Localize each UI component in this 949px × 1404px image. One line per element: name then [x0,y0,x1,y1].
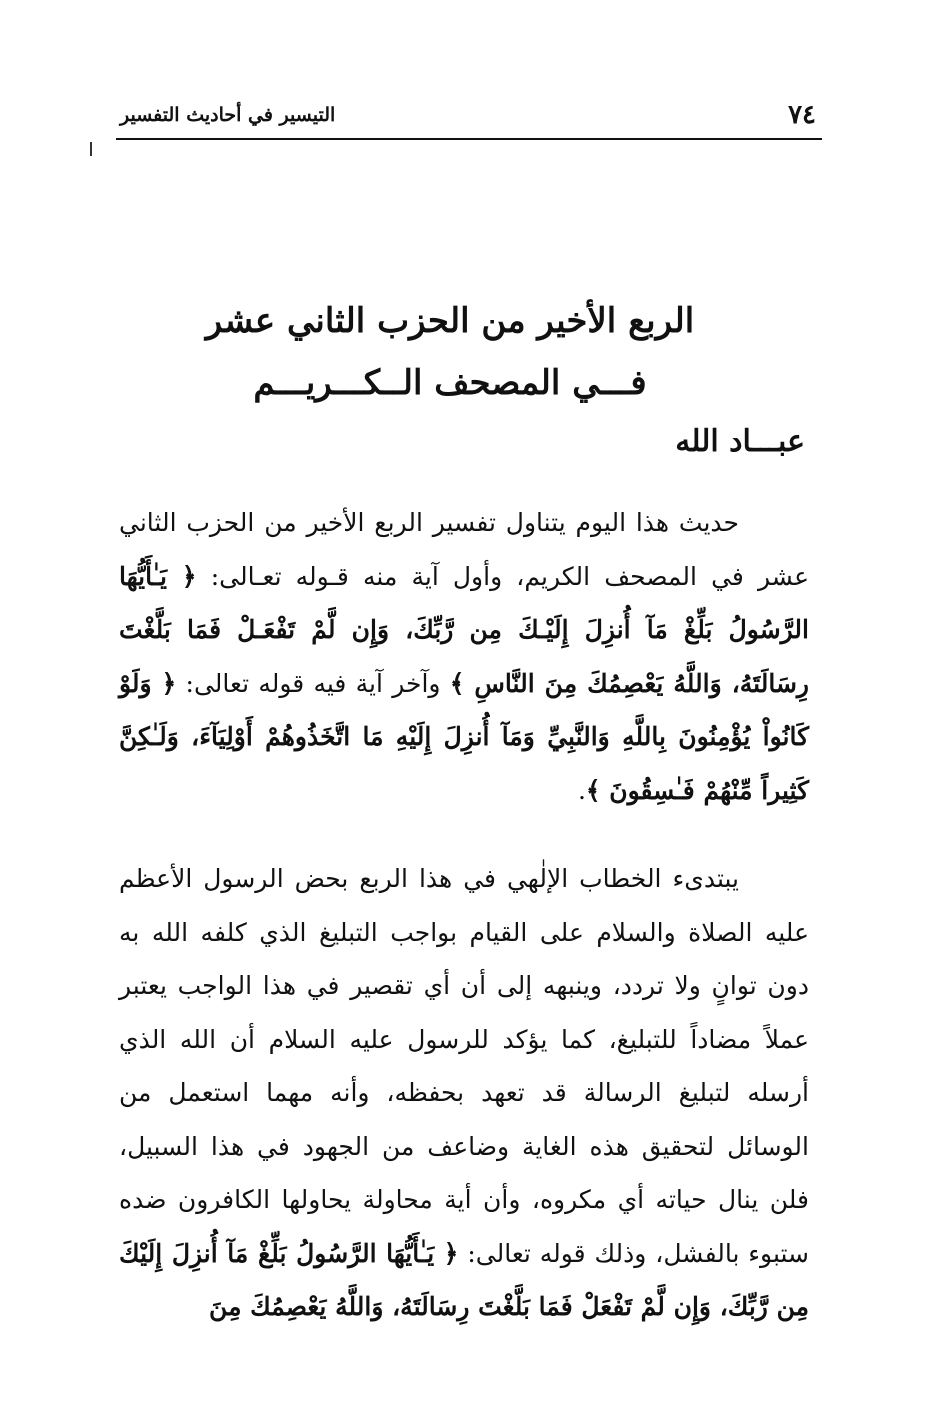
page-number: ٧٤ [788,100,816,130]
running-header [116,96,822,140]
quran-verse-1: ﴿ يَـٰأَيُّهَا الرَّسُولُ بَلِّغْ مَآ أُنزِلَ إِلَيْـكَ مِن رَّبِّكَ، وَإِن لَّمْ تَفْعَـلْ فَمَا بَلَّغْتَ رِسَالَتَهُ، وَاللَّهُ يَعْصِمُكَ مِنَ النَّاسِ ﴾ [119,561,809,698]
quran-verse-2: ﴿ وَلَوْ كَانُواْ يُؤْمِنُونَ بِاللَّهِ وَالنَّبِيِّ وَمَآ أُنزِلَ إِلَيْهِ مَا اتَّخَذُوهُمْ أَوْلِيَآءَ، وَلَـٰكِنَّ كَثِيراً مِّنْهُمْ فَـٰسِقُونَ ﴾ [119,668,809,805]
paragraph-1-middle: وآخر آية فيه قوله تعالى: [185,668,441,698]
book-title: التيسير في أحاديث التفسير [120,104,336,126]
chapter-title-line2: فـــي المصحف الــكـــريـــم [253,363,647,403]
margin-tick [90,142,92,156]
paragraph-2-text: يبتدىء الخطاب الإلٰهي في هذا الربع بحض الرسول الأعظم عليه الصلاة والسلام على القيام بواجب التبليغ الذي كلفه الله به دون توانٍ ولا تردد، وينبهه إلى أن أي تقصير في هذا الواجب يعتبر عملاً مضاداً للتبليغ، كما يؤكد للرسول عليه السلام أن الله الذي أرسله لتبليغ الرسالة قد تعهد بحفظه، وأنه مهما استعمل من الوسائل لتحقيق هذه الغاية وضاعف من الجهود في هذا السبيل، فلن ينال حياته أي مكروه، وأن أية محاولة يحاولها الكافرون ضده ستبوء بالفشل، وذلك قوله تعالى: [119,864,809,1268]
paragraph-1 [119,496,809,817]
address-heading: عبـــاد الله [675,424,805,459]
chapter-title-line1: الربع الأخير من الحزب الثاني عشر [205,301,695,341]
paragraph-2 [119,852,809,1334]
paragraph-1-end: . [577,775,586,805]
quran-verse-3: ﴿ يَـٰأَيُّهَا الرَّسُولُ بَلِّغْ مَآ أُنزِلَ إِلَيْكَ مِن رَّبِّكَ، وَإِن لَّمْ تَفْعَلْ فَمَا بَلَّغْتَ رِسَالَتَهُ، وَاللَّهُ يَعْصِمُكَ مِنَ [119,1238,809,1321]
chapter-heading [150,290,750,414]
paragraph-1-intro: حديث هذا اليوم يتناول تفسير الربع الأخير من الحزب الثاني عشر في المصحف الكريم، وأول آية منه قـوله تعـالى: [119,508,810,591]
